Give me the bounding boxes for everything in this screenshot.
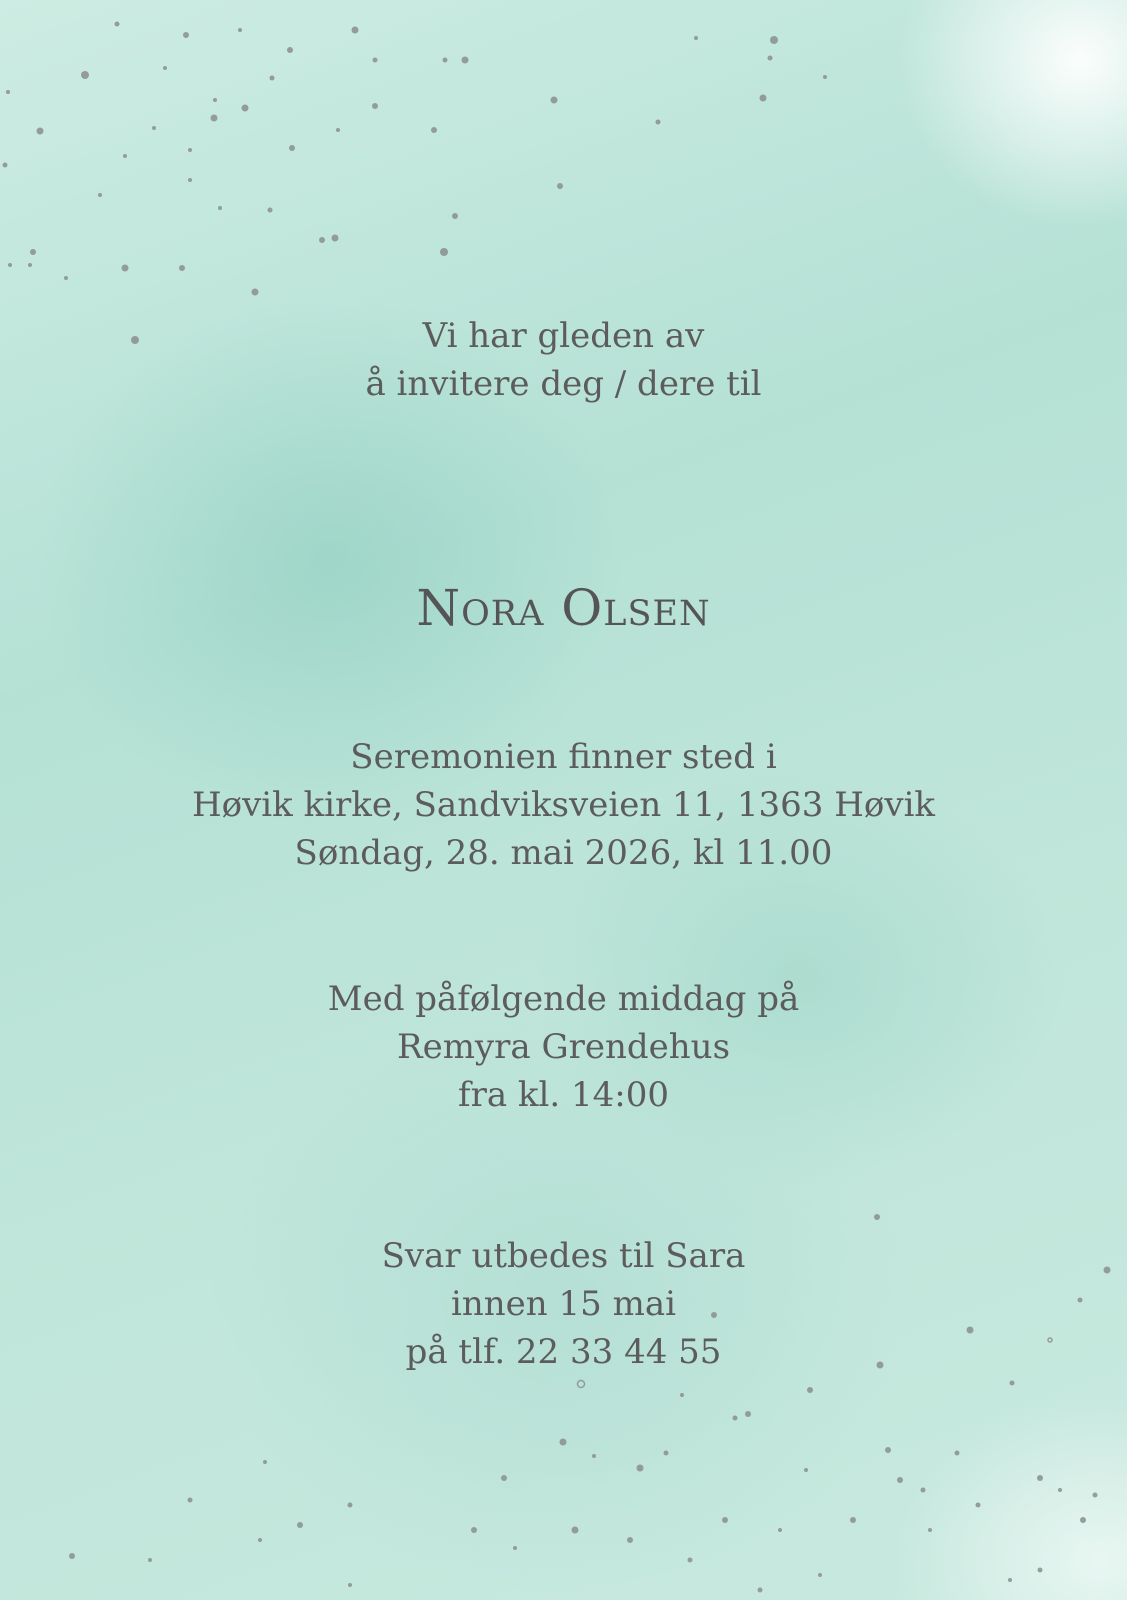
intro-line-1: Vi har gleden av [422,316,705,356]
dinner-venue: Remyra Grendehus [396,1027,731,1067]
rsvp-phone: på tlf. 22 33 44 55 [405,1332,722,1372]
intro-line-2: å invitere deg / dere til [365,364,762,404]
honoree-name: Nora Olsen [416,579,711,637]
ceremony-line-1: Seremonien finner sted i [350,737,777,777]
ceremony-datetime: Søndag, 28. mai 2026, kl 11.00 [294,833,833,873]
rsvp-contact: Svar utbedes til Sara [381,1236,746,1276]
dinner-time: fra kl. 14:00 [458,1075,669,1115]
ceremony-details [0,733,1127,877]
rsvp-deadline: innen 15 mai [451,1284,676,1324]
dinner-line-1: Med påfølgende middag på [327,979,800,1019]
rsvp-details [0,1232,1127,1376]
ceremony-location: Høvik kirke, Sandviksveien 11, 1363 Høvik [191,785,936,825]
intro-text [0,312,1127,408]
dinner-details [0,975,1127,1119]
